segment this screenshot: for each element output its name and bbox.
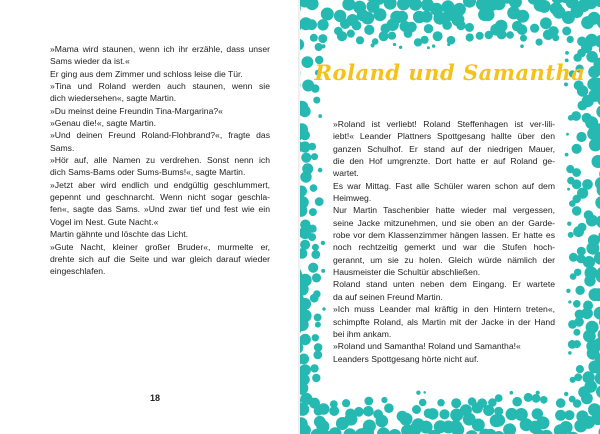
decorative-dot [314,343,323,352]
decorative-dot [565,51,569,55]
decorative-dot [584,275,595,286]
decorative-dot [421,11,433,23]
decorative-dot [311,84,319,92]
text-line: »Jetzt aber wird endlich und endgültig geschlummert, [50,179,270,190]
decorative-dot [566,289,570,293]
decorative-dot [423,391,426,394]
decorative-dot [476,32,484,40]
decorative-dot [399,46,402,49]
decorative-dot [472,402,483,413]
text-line: gerannt, um sie zu holen. Gleich würde nämlich der [333,254,555,265]
decorative-dot [312,374,320,382]
decorative-dot [497,29,507,39]
decorative-dot [311,153,318,160]
text-line: dich Sams-Bams oder Sums-Bums!«, sagte Martin. [50,167,246,178]
decorative-dot [595,196,600,209]
decorative-dot [371,43,375,47]
decorative-dot [384,0,397,10]
decorative-dot [573,340,581,348]
decorative-dot [337,31,347,41]
decorative-dot [308,263,318,273]
decorative-dot [340,19,350,29]
decorative-dot [574,317,584,327]
decorative-dot [573,300,581,308]
decorative-dot [400,413,413,426]
decorative-dot [589,138,600,151]
decorative-dot [364,25,374,35]
decorative-dot [363,406,374,417]
decorative-dot [301,153,311,163]
decorative-dot [573,399,582,408]
decorative-dot [377,427,390,434]
decorative-dot [311,250,320,259]
decorative-dot [596,105,600,118]
decorative-dot [493,414,506,427]
text-line: »Gute Nacht, kleiner großer Bruder«, murmelte er, [50,241,270,252]
decorative-dot [512,397,522,407]
decorative-dot [520,44,524,48]
decorative-dot [552,34,559,41]
decorative-dot [536,39,543,46]
decorative-dot [576,132,586,142]
decorative-dot [312,273,321,282]
decorative-dot [317,19,328,30]
text-line: seine Jacke mitzunehmen, und sie oben an der Garde- [333,217,555,228]
decorative-dot [442,20,452,30]
decorative-dot [376,415,389,428]
decorative-dot [573,226,584,237]
decorative-dot [321,241,325,245]
decorative-dot [393,43,396,46]
text-line: Martin gähnte und löschte das Licht. [50,229,189,240]
decorative-dot [409,0,422,11]
decorative-dot [437,399,444,406]
text-line: die den Hof umgrenzte. Dort hatte er auf Roland ge- [333,156,555,167]
decorative-dot [564,392,568,396]
decorative-dot [313,97,320,104]
decorative-dot [433,31,443,41]
text-line: drehte sich auf die Seite und war gleich darauf wieder [50,253,270,264]
text-line: »Tina und Roland werden auch staunen, wenn sie [50,81,270,92]
text-line: da auf seinen Freund Martin. [333,291,443,302]
decorative-dot [572,206,582,216]
decorative-dot [516,10,529,23]
decorative-dot [524,393,533,402]
text-line: dich wiedersehen«, sagte Martin. [50,93,177,104]
decorative-dot [384,403,394,413]
decorative-dot [567,36,574,43]
decorative-dot [347,29,355,37]
decorative-dot [510,391,514,395]
text-line: »Mama wird staunen, wenn ich ihr erzähle, dass unser [50,44,270,54]
text-line: Sams wieder da ist.« [50,56,130,67]
page-number: 18 [150,393,161,403]
text-line: Es war Mittag. Fast alle Schüler waren schon auf dem [333,180,555,191]
decorative-dot [576,365,584,373]
decorative-dot [556,398,566,408]
decorative-dot [313,351,322,360]
decorative-dot [439,409,449,419]
decorative-dot [306,19,317,30]
decorative-dot [388,32,396,40]
text-line: gepennt und geschnarcht. Wenn nicht sogar geschla- [50,192,270,203]
decorative-dot [562,27,571,36]
decorative-dot [465,23,474,32]
decorative-dot [520,35,527,42]
decorative-dot [503,423,516,434]
decorative-dot [594,307,600,320]
decorative-dot [318,34,327,43]
decorative-dot [387,19,399,31]
decorative-dot [427,408,439,420]
decorative-dot [318,168,323,173]
decorative-dot [404,29,413,38]
text-line: ganzen Schulhof. Er stand auf der niedrigen Mauer, [333,143,555,154]
text-line: wartet. [333,168,359,179]
decorative-dot [308,233,316,241]
text-line: Hausmeister die Schultür abschließen. [333,267,481,278]
decorative-dot [495,394,503,402]
decorative-dot [569,253,578,262]
decorative-dot [318,114,322,118]
text-line: Sams. [50,142,75,153]
text-line: »Hör auf, alle Namen zu verdrehen. Sonst nenn ich [50,155,270,166]
decorative-dot [364,397,373,406]
decorative-dot [572,168,581,177]
text-line: Nur Martin Taschenbier hatte wieder mal vergessen, [333,205,555,216]
text-line: Er ging aus dem Zimmer und schloss leise die Tür. [50,68,243,79]
text-line: »Du meinst deine Freundin Tina-Margarina?« [50,105,223,116]
decorative-dot [315,197,324,206]
text-line: bei ihm ankam. [333,328,392,339]
decorative-dot [572,144,582,154]
decorative-dot [592,155,600,168]
text-line: Vogel im Nest. Gute Nacht.« [50,216,159,227]
decorative-dot [583,256,595,268]
decorative-dot [329,406,339,416]
text-line: »Roland und Samantha! Roland und Samantha!« [333,341,521,352]
text-line: »Ich muss Leander mal kräftig in den Hintern treten«, [333,304,555,315]
decorative-dot [582,95,594,107]
text-line: schimpfte Roland, als Martin mit der Jacke in der Hand [333,316,555,327]
decorative-dot [427,46,430,49]
decorative-dot [300,171,311,182]
decorative-dot [566,133,569,136]
decorative-dot [318,403,330,415]
decorative-dot [543,30,554,41]
decorative-dot [342,399,350,407]
text-line: eingeschlafen. [50,266,106,277]
text-line: »Genau die!«, sagte Martin. [50,118,157,129]
decorative-dot [310,184,318,192]
decorative-dot [581,308,593,320]
decorative-dot [537,416,550,429]
decorative-dot [397,0,410,10]
decorative-dot [352,21,362,31]
decorative-dot [381,397,387,403]
decorative-dot [396,11,408,23]
decorative-dot [483,405,494,416]
decorative-dot [577,85,588,96]
decorative-dot [482,8,495,21]
decorative-dot [388,429,401,434]
text-line: »Und deinen Freund Roland-Flohbrand?«, fragte das [50,130,270,141]
decorative-dot [570,273,577,280]
text-line: fen«, sagte das Sams. »Und zwar tief und fest wie ein [50,204,270,215]
text-line: Heimweg. [333,193,372,204]
decorative-dot [361,12,374,25]
decorative-dot [309,143,317,151]
decorative-dot [419,399,427,407]
chapter-title: Roland und Samantha [314,60,586,85]
text-line: robe vor dem Klassenzimmer hängen lassen. Er hatte es [333,230,555,241]
decorative-dot [532,394,541,403]
text-line: Leanders Spottgesang hörte nicht auf. [333,353,479,364]
decorative-dot [538,0,551,13]
decorative-dot [567,222,571,226]
text-line: Roland stand unten neben dem Eingang. Er wartete [333,279,555,290]
decorative-dot [568,300,571,303]
decorative-dot [321,8,334,21]
decorative-dot [456,21,466,31]
decorative-dot [568,232,574,238]
decorative-dot [416,391,420,395]
decorative-dot [374,8,387,21]
text-line: noch rechtzeitig gemerkt und war die Stufen hoch- [333,242,555,253]
decorative-dot [581,16,594,29]
decorative-dot [315,322,321,328]
text-line: iebt!« Leander Plattners Spottgesang hallte über den [333,131,555,142]
decorative-dot [564,410,574,420]
decorative-dot [506,31,514,39]
decorative-dot [322,307,325,310]
text-line: »Roland ist verliebt! Roland Steffenhagen ist ver-lili- [333,119,555,129]
decorative-dot [424,24,433,33]
decorative-dot [571,5,584,18]
decorative-dot [310,294,319,303]
decorative-dot [321,44,325,48]
decorative-dot [432,44,435,47]
decorative-dot [568,351,572,355]
decorative-dot [412,405,421,414]
decorative-dot [584,380,597,393]
decorative-dot [575,286,584,295]
right-page-text [333,118,555,365]
decorative-dot [581,393,593,405]
decorative-dot [485,31,493,39]
decorative-dot [447,43,450,46]
decorative-dot [451,398,461,408]
decorative-dot [466,33,474,41]
decorative-dot [344,413,357,426]
decorative-dot [571,111,581,121]
decorative-dot [306,0,319,10]
decorative-dot [572,179,582,189]
decorative-dot [573,329,580,336]
decorative-dot [379,31,389,41]
decorative-dot [312,244,319,251]
decorative-dot [421,36,429,44]
decorative-dot [310,364,318,372]
decorative-dot [567,188,570,191]
decorative-dot [530,24,539,33]
decorative-dot [517,24,528,35]
left-page-text [50,43,270,278]
decorative-dot [565,153,569,157]
decorative-dot [310,34,318,42]
decorative-dot [574,373,582,381]
decorative-dot [540,396,548,404]
decorative-dot [356,36,364,44]
decorative-dot [312,334,319,341]
decorative-dot [573,195,581,203]
decorative-dot [321,269,325,273]
decorative-dot [309,208,317,216]
decorative-dot [314,314,322,322]
